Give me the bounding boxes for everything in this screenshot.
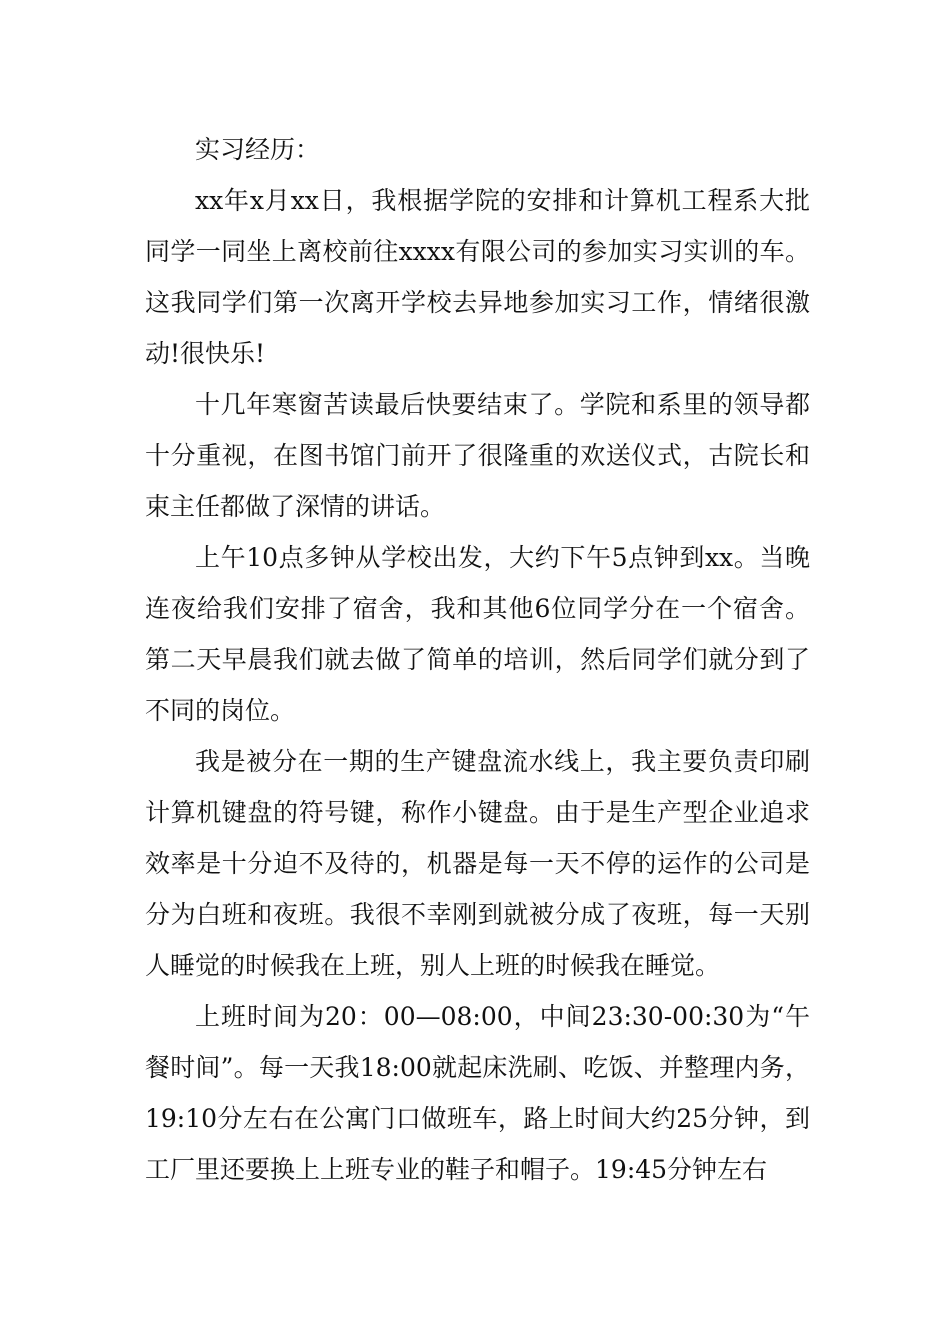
paragraph-arrival: 上午10点多钟从学校出发，大约下午5点钟到xx。当晚连夜给我们安排了宿舍，我和其他6位同学分在一个宿舍。第二天早晨我们就去做了简单的培训，然后同学们就分到了不同的岗位。 [145, 543, 810, 725]
paragraph-schedule: 上班时间为20：00—08:00，中间23:30-00:30为“午餐时间”。每一天我18:00就起床洗刷、吃饭、并整理内务，19:10分左右在公寓门口做班车，路上时间大约25分钟，到工厂里还要换上上班专业的鞋子和帽子。19:45分钟左右 [145, 1002, 810, 1184]
section-heading: 实习经历： [195, 135, 321, 164]
paragraph-assignment: 我是被分在一期的生产键盘流水线上，我主要负责印刷计算机键盘的符号键，称作小键盘。由于是生产型企业追求效率是十分迫不及待的，机器是每一天不停的运作的公司是分为白班和夜班。我很不幸刚到就被分成了夜班，每一天别人睡觉的时候我在上班，别人上班的时候我在睡觉。 [145, 747, 810, 980]
document-body [145, 124, 810, 1195]
paragraph-farewell: 十几年寒窗苦读最后快要结束了。学院和系里的领导都十分重视，在图书馆门前开了很隆重的欢送仪式，古院长和束主任都做了深情的讲话。 [145, 390, 810, 521]
paragraph-departure: xx年x月xx日，我根据学院的安排和计算机工程系大批同学一同坐上离校前往xxxx有限公司的参加实习实训的车。这我同学们第一次离开学校去异地参加实习工作，情绪很激动!很快乐! [145, 186, 810, 368]
